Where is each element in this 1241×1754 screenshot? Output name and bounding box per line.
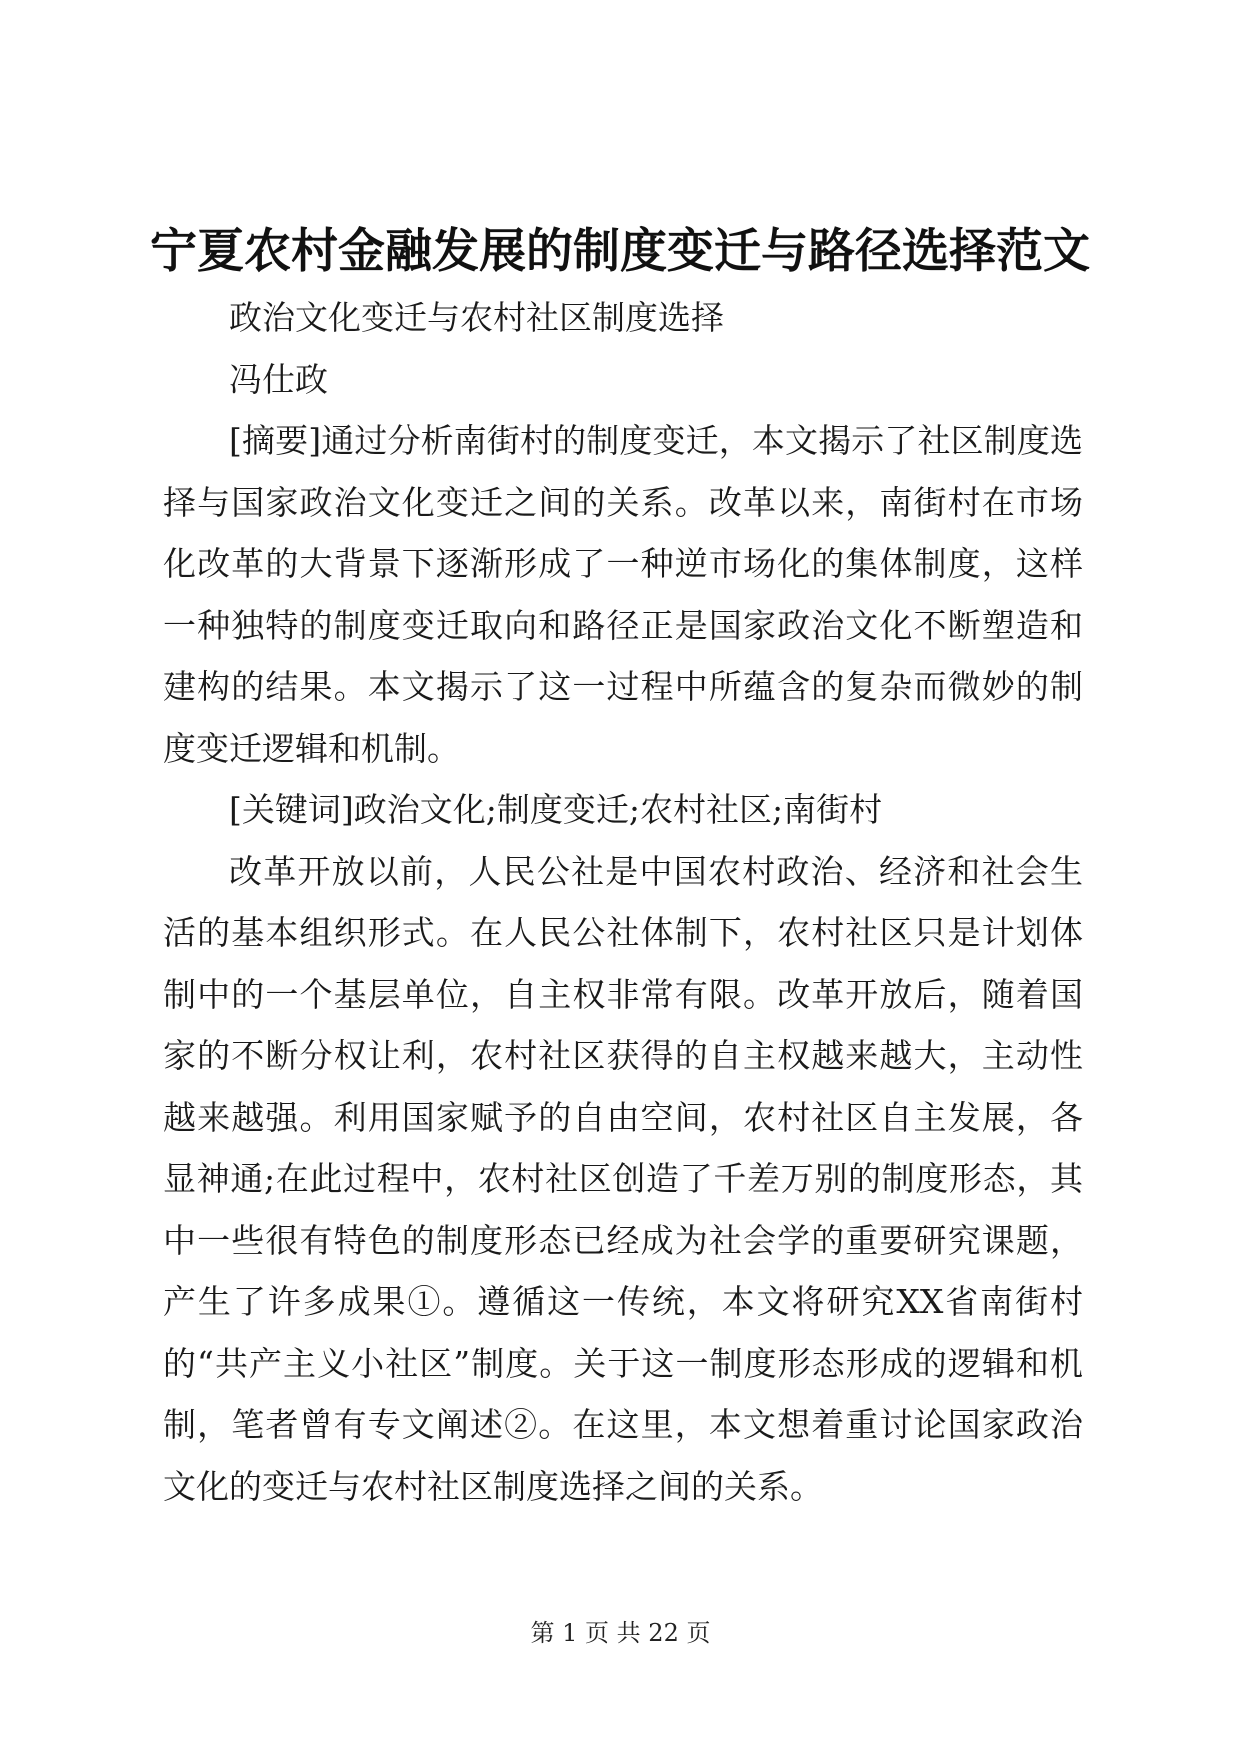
author-paragraph: 冯仕政 bbox=[229, 359, 328, 399]
body-paragraph: 改革开放以前，人民公社是中国农村政治、经济和社会生活的基本组织形式。在人民公社体制下，农村社区只是计划体制中的一个基层单位，自主权非常有限。改革开放后，随着国家的不断分权让利，农村社区获得的自主权越来越大，主动性越来越强。利用国家赋予的自由空间，农村社区自主发展，各显神通;在此过程中，农村社区创造了千差万别的制度形态，其中一些很有特色的制度形态已经成为社会学的重要研究课题，产生了许多成果①。遵循这一传统，本文将研究XX省南街村的“共产主义小社区”制度。关于这一制度形态形成的逻辑和机制，笔者曾有专文阐述②。在这里，本文想着重讨论国家政治文化的变迁与农村社区制度选择之间的关系。 bbox=[163, 851, 1083, 1506]
document-title: 宁夏农村金融发展的制度变迁与路径选择范文 bbox=[150, 224, 1090, 279]
page-footer: 第 1 页 共 22 页 bbox=[530, 1619, 711, 1647]
article-title-paragraph: 政治文化变迁与农村社区制度选择 bbox=[229, 298, 724, 337]
keywords-paragraph: [关键词]政治文化;制度变迁;农村社区;南街村 bbox=[229, 790, 883, 829]
abstract-paragraph: [摘要]通过分析南街村的制度变迁，本文揭示了社区制度选择与国家政治文化变迁之间的关系。改革以来，南街村在市场化改革的大背景下逐渐形成了一种逆市场化的集体制度，这样一种独特的制度变迁取向和路径正是国家政治文化不断塑造和建构的结果。本文揭示了这一过程中所蕴含的复杂而微妙的制度变迁逻辑和机制。 bbox=[163, 421, 1083, 768]
document-body bbox=[163, 287, 1083, 1517]
